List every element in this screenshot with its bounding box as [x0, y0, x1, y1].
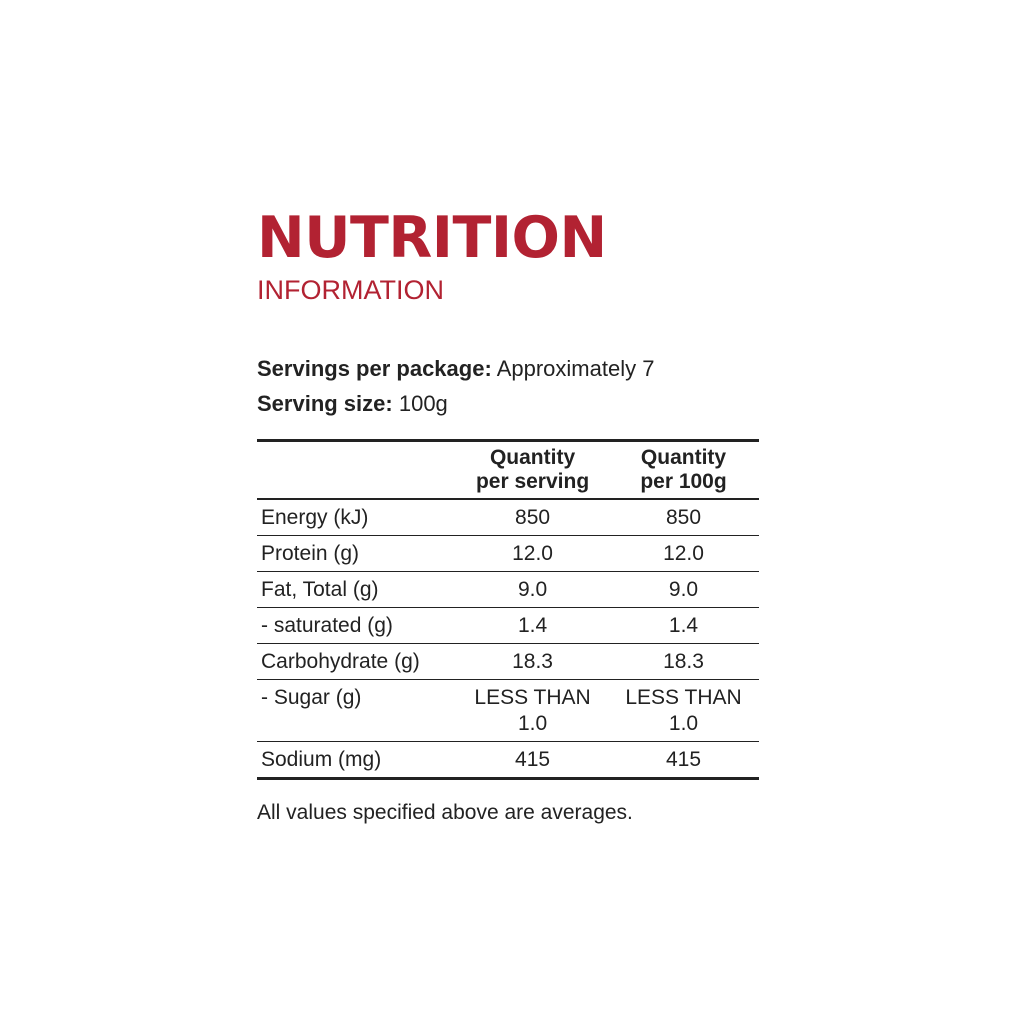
row-per-100g: 415 — [608, 742, 759, 779]
header-nutrient — [257, 441, 457, 500]
nutrition-table — [257, 439, 759, 780]
table-row — [257, 499, 759, 536]
table-header-row — [257, 441, 759, 500]
page-title: NUTRITION — [257, 205, 607, 271]
servings-per-package-value: Approximately 7 — [496, 356, 655, 381]
row-per-100g: 12.0 — [608, 536, 759, 572]
row-per-serving: 415 — [457, 742, 608, 779]
row-per-100g: 9.0 — [608, 572, 759, 608]
row-per-serving: 9.0 — [457, 572, 608, 608]
header-per-serving-line1: Quantity — [489, 446, 576, 469]
serving-size — [257, 386, 759, 421]
table-row — [257, 536, 759, 572]
header-per-100g — [608, 441, 759, 500]
row-label: Energy (kJ) — [257, 499, 457, 536]
row-label: - Sugar (g) — [257, 680, 457, 742]
row-per-serving: 1.4 — [457, 608, 608, 644]
servings-per-package — [257, 351, 759, 386]
table-row — [257, 742, 759, 779]
table-row — [257, 608, 759, 644]
row-per-100g: 18.3 — [608, 644, 759, 680]
serving-info — [257, 351, 759, 421]
row-per-100g: LESS THAN 1.0 — [608, 680, 759, 742]
row-label: Protein (g) — [257, 536, 457, 572]
table-row — [257, 680, 759, 742]
footnote: All values specified above are averages. — [257, 801, 633, 824]
header-per-100g-line2: per 100g — [640, 470, 727, 493]
row-per-100g: 1.4 — [608, 608, 759, 644]
row-label: - saturated (g) — [257, 608, 457, 644]
row-per-serving: 12.0 — [457, 536, 608, 572]
header-per-serving-line2: per serving — [475, 470, 590, 493]
row-per-serving: 18.3 — [457, 644, 608, 680]
row-per-100g: 850 — [608, 499, 759, 536]
header-per-100g-line1: Quantity — [640, 446, 727, 469]
serving-size-label: Serving size: — [257, 391, 393, 416]
row-per-serving: 850 — [457, 499, 608, 536]
row-label: Sodium (mg) — [257, 742, 457, 779]
nutrition-panel — [257, 205, 759, 826]
row-label: Carbohydrate (g) — [257, 644, 457, 680]
serving-size-value: 100g — [398, 391, 448, 416]
table-row — [257, 644, 759, 680]
table-row — [257, 572, 759, 608]
servings-per-package-label: Servings per package: — [257, 356, 492, 381]
row-per-serving: LESS THAN 1.0 — [457, 680, 608, 742]
header-per-serving — [457, 441, 608, 500]
row-label: Fat, Total (g) — [257, 572, 457, 608]
page-subtitle: INFORMATION — [257, 275, 444, 305]
